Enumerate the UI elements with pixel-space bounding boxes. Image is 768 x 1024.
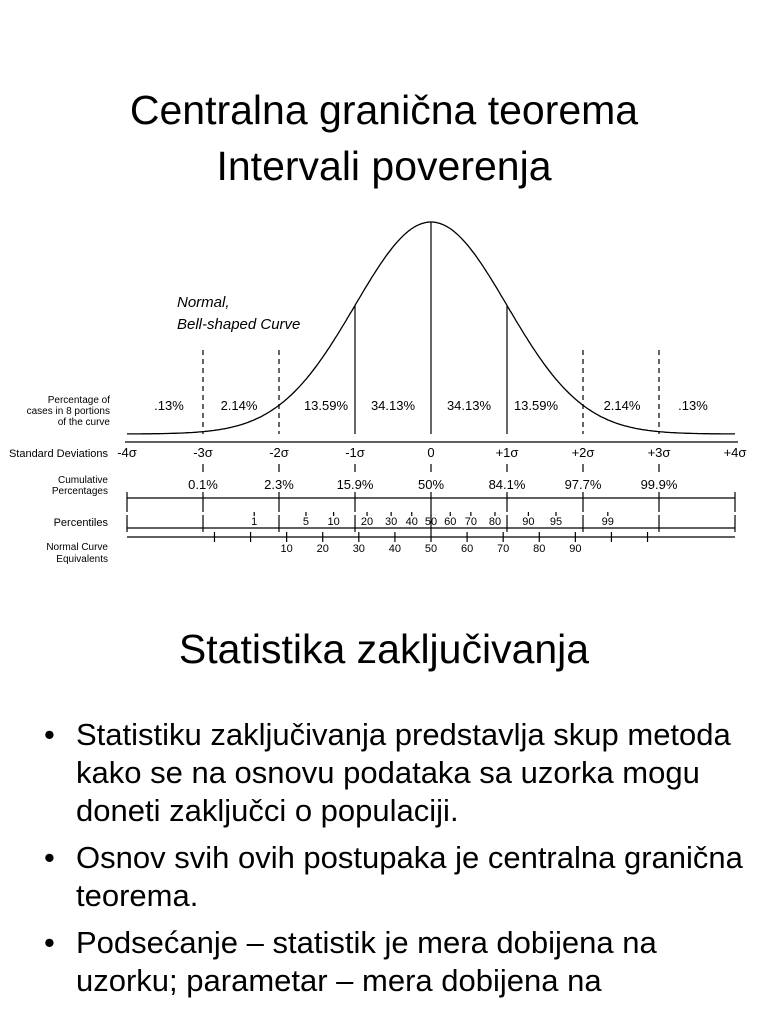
figure-labels [9, 294, 746, 565]
row-label-percentage: cases in 8 portions [26, 406, 110, 417]
nce-label: 60 [460, 543, 474, 555]
bullet-marker: • [44, 840, 55, 875]
std-dev-label: -2σ [269, 445, 289, 460]
bullet-text: Osnov svih ovih postupaka je centralna granična teorema. [76, 840, 743, 913]
percentile-label: 99 [601, 516, 614, 528]
percentile-label: 90 [522, 516, 535, 528]
curve-label: Normal, [177, 294, 230, 311]
nce-label: 20 [316, 543, 329, 555]
row-label-std-dev: Standard Deviations [8, 448, 108, 460]
bullet-item [44, 839, 759, 915]
nce-label: 40 [388, 543, 402, 555]
bullet-text: Podsećanje – statistik je mera dobijena na uzorku; parametar – mera dobijena na [76, 925, 657, 998]
portion-percentage: .13% [154, 398, 184, 413]
portion-percentage: 2.14% [603, 398, 641, 413]
cumulative-label: 99.9% [640, 477, 678, 492]
figure-lines [125, 222, 738, 542]
std-dev-label: +4σ [723, 445, 747, 460]
curve-label: Bell-shaped Curve [177, 316, 301, 333]
title-line-1: Centralna granična teorema [129, 87, 639, 133]
portion-percentage: 34.13% [370, 398, 416, 413]
percentile-label: 60 [444, 516, 457, 528]
nce-label: 70 [497, 543, 510, 555]
percentile-label: 95 [549, 516, 563, 528]
cumulative-label: 15.9% [336, 477, 374, 492]
percentile-label: 1 [251, 516, 258, 528]
row-label-cumulative: Percentages [51, 486, 108, 497]
percentile-label: 70 [464, 516, 477, 528]
std-dev-label: -1σ [345, 445, 365, 460]
title-line-2: Intervali poverenja [216, 143, 552, 189]
nce-label: 30 [352, 543, 365, 555]
portion-percentage: .13% [678, 398, 708, 413]
std-dev-label: +2σ [571, 445, 595, 460]
std-dev-label: +3σ [647, 445, 671, 460]
row-label-percentage: Percentage of [47, 395, 110, 406]
bullet-list [44, 716, 759, 1009]
row-label-percentage: of the curve [57, 417, 110, 428]
percentile-label: 40 [405, 516, 418, 528]
percentile-label: 30 [385, 516, 398, 528]
percentile-label: 20 [360, 516, 374, 528]
normal-curve-figure [0, 210, 768, 580]
percentile-label: 50 [424, 516, 438, 528]
portion-percentage: 13.59% [513, 398, 559, 413]
bullet-text: Statistiku zaključivanja predstavlja skup metoda kako se na osnovu podataka sa uzorka mogu doneti zaključci o populaciji. [76, 717, 731, 828]
percentile-label: 80 [488, 516, 502, 528]
cumulative-label: 50% [417, 477, 445, 492]
cumulative-label: 0.1% [188, 477, 218, 492]
portion-percentage: 13.59% [303, 398, 349, 413]
row-label-percentiles: Percentiles [53, 517, 108, 529]
std-dev-label: +1σ [495, 445, 519, 460]
row-label-nce: Equivalents [56, 554, 108, 565]
bullet-item [44, 924, 759, 1000]
nce-label: 90 [569, 543, 582, 555]
std-dev-label: 0 [427, 445, 435, 460]
row-label-nce: Normal Curve [46, 542, 108, 553]
bullet-marker: • [44, 925, 55, 960]
row-label-cumulative: Cumulative [57, 475, 108, 486]
slide-title [0, 82, 768, 194]
bullet-item [44, 716, 759, 830]
std-dev-label: -3σ [193, 445, 213, 460]
nce-label: 50 [424, 543, 438, 555]
portion-percentage: 34.13% [446, 398, 492, 413]
cumulative-label: 84.1% [488, 477, 526, 492]
bullet-marker: • [44, 717, 55, 752]
cumulative-label: 97.7% [564, 477, 602, 492]
percentile-label: 10 [327, 516, 340, 528]
nce-label: 80 [533, 543, 546, 555]
nce-label: 10 [280, 543, 293, 555]
std-dev-label: -4σ [117, 445, 137, 460]
percentile-label: 5 [302, 516, 310, 528]
cumulative-label: 2.3% [264, 477, 294, 492]
section-title: Statistika zaključivanja [178, 626, 590, 672]
portion-percentage: 2.14% [220, 398, 258, 413]
